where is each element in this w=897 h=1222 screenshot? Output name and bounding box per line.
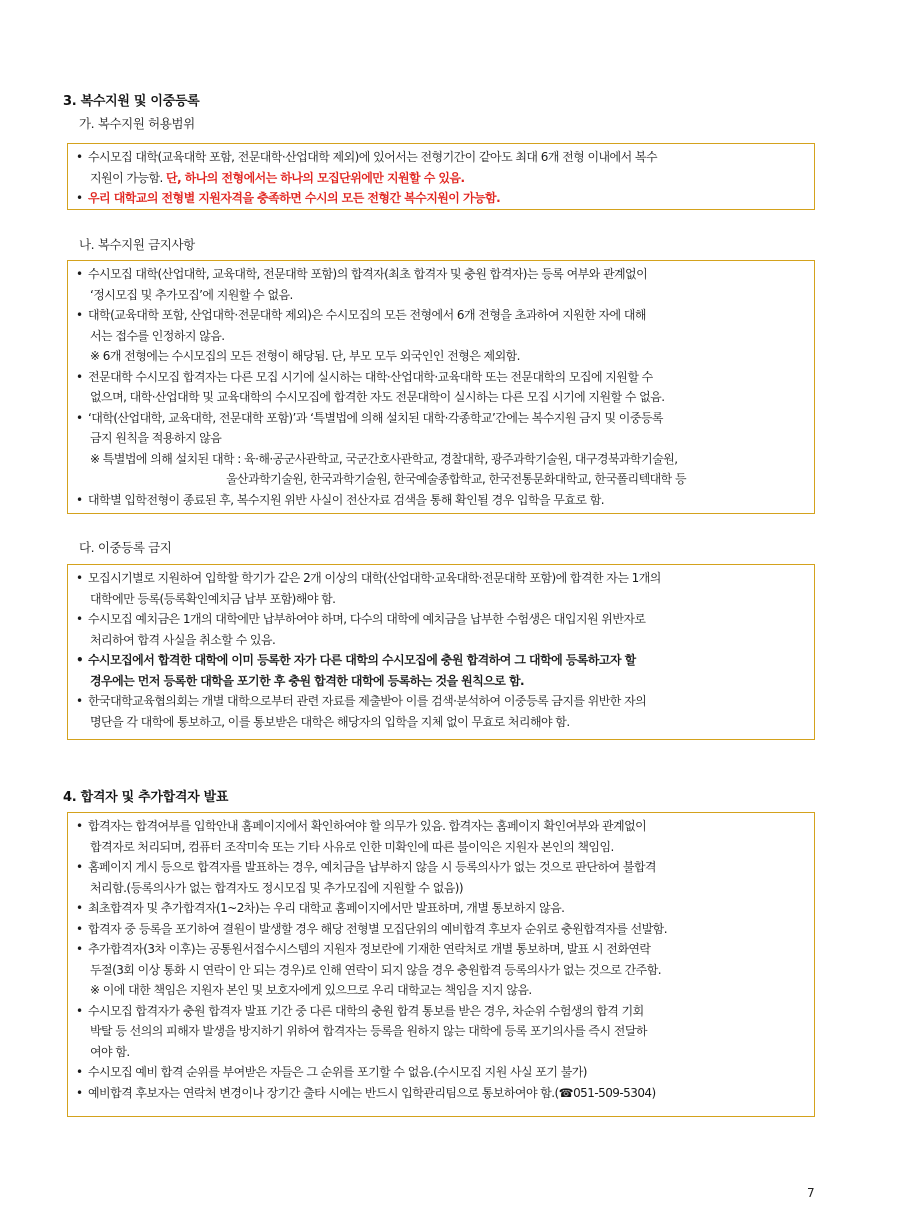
list-item-text: • 한국대학교육협의회는 개별 대학으로부터 관련 자료를 제출받아 이를 검색·분석하여 이중등록 금지를 위반한 자의 [88, 694, 647, 708]
list-item [76, 898, 806, 919]
subsection-a-title: 가. 복수지원 허용범위 [79, 116, 195, 131]
multiple-application-prohibited-box [67, 260, 815, 514]
subsection-b-title: 나. 복수지원 금지사항 [79, 237, 195, 252]
emphasis-text: 단, 하나의 전형에서는 하나의 모집단위에만 지원할 수 있음. [166, 170, 465, 185]
page-number: 7 [807, 1186, 815, 1200]
list-item-text: • 전문대학 수시모집 합격자는 다른 모집 시기에 실시하는 대학·산업대학·교육대학 또는 전문대학의 모집에 지원할 수 [88, 369, 653, 384]
list-item-text: • 수시모집에서 합격한 대학에 이미 등록한 자가 다른 대학의 수시모집에 충원 합격하여 그 대학에 등록하고자 할 [88, 653, 636, 667]
list-item [76, 490, 806, 511]
section-4-title: 4. 합격자 및 추가합격자 발표 [63, 790, 229, 805]
list-item-text: 두절(3회 이상 통화 시 연락이 안 되는 경우)로 인해 연락이 되지 않을 경우 충원합격 등록의사가 없는 것으로 간주함. [90, 962, 662, 977]
subsection-c-title: 다. 이중등록 금지 [79, 540, 172, 555]
multiple-application-allowed-box [67, 143, 815, 210]
list-item [76, 188, 806, 209]
list-item [76, 691, 806, 732]
list-item-text: 대학에만 등록(등록확인예치금 납부 포함)해야 함. [90, 591, 336, 606]
list-item-text: 여야 함. [90, 1044, 130, 1059]
list-item [76, 609, 806, 650]
list-item [76, 857, 806, 898]
note-text: ※ 6개 전형에는 수시모집의 모든 전형이 해당됨. 단, 부모 모두 외국인인 전형은 제외함. [90, 349, 520, 363]
list-item-text: • ‘대학(산업대학, 교육대학, 전문대학 포함)’과 ‘특별법에 의해 설치된 대학·각종학교’간에는 복수지원 금지 및 이중등록 [88, 410, 663, 425]
announcement-box [67, 812, 815, 1117]
list-item-text-plain: 지원이 가능함. [90, 170, 167, 185]
list-item-text: • 합격자 중 등록을 포기하여 결원이 발생할 경우 해당 전형별 모집단위의 예비합격 후보자 순위로 충원합격자를 선발함. [88, 921, 667, 936]
list-item [76, 816, 806, 857]
list-item-text: • 수시모집 대학(산업대학, 교육대학, 전문대학 포함)의 합격자(최초 합격자 및 충원 합격자)는 등록 여부와 관계없이 [88, 267, 648, 281]
list-item [76, 1083, 806, 1104]
double-registration-prohibited-box [67, 564, 815, 740]
list-item-text: 금지 원칙을 적용하지 않음 [90, 431, 222, 445]
list-item-text: • 최초합격자 및 추가합격자(1~2차)는 우리 대학교 홈페이지에서만 발표하며, 개별 통보하지 않음. [88, 901, 565, 915]
list-item [76, 305, 806, 346]
emphasis-text: • 우리 대학교의 전형별 지원자격을 충족하면 수시의 모든 전형간 복수지원이 가능함. [88, 191, 501, 205]
list-item-text: • 수시모집 예치금은 1개의 대학에만 납부하여야 하며, 다수의 대학에 예치금을 납부한 수험생은 대입지원 위반자로 [88, 612, 646, 626]
list-item [76, 650, 806, 691]
list-item-text: • 합격자는 합격여부를 입학안내 홈페이지에서 확인하여야 할 의무가 있음. 합격자는 홈페이지 확인여부와 관계없이 [88, 819, 647, 833]
list-item-text: 처리하여 합격 사실을 취소할 수 있음. [90, 632, 276, 647]
list-item [76, 568, 806, 609]
list-item-text: 서는 접수를 인정하지 않음. [90, 328, 225, 343]
list-item [76, 919, 806, 940]
list-item-text: 합격자로 처리되며, 컴퓨터 조작미숙 또는 기타 사유로 인한 미확인에 따른 불이익은 지원자 본인의 책임임. [90, 839, 614, 854]
list-item-text: • 대학(교육대학 포함, 산업대학·전문대학 제외)은 수시모집의 모든 전형에서 6개 전형을 초과하여 지원한 자에 대해 [88, 308, 646, 322]
list-item-text: • 홈페이지 게시 등으로 합격자를 발표하는 경우, 예치금을 납부하지 않을 시 등록의사가 없는 것으로 판단하여 불합격 [88, 860, 656, 874]
list-item [76, 939, 806, 980]
list-item [76, 264, 806, 305]
list-item-text: • 대학별 입학전형이 종료된 후, 복수지원 위반 사실이 전산자료 검색을 통해 확인될 경우 입학을 무효로 함. [88, 492, 604, 507]
note-text: ※ 특별법에 의해 설치된 대학 : 육·해·공군사관학교, 국군간호사관학교, 경찰대학, 광주과학기술원, 대구경북과학기술원, [90, 451, 678, 466]
list-item-text: ‘정시모집 및 추가모집’에 지원할 수 없음. [90, 287, 293, 302]
list-item-text: • 수시모집 합격자가 충원 합격자 발표 기간 중 다른 대학의 충원 합격 통보를 받은 경우, 차순위 수험생의 합격 기회 [88, 1003, 644, 1018]
list-item-text: • 추가합격자(3차 이후)는 공통원서접수시스템의 지원자 정보란에 기재한 연락처로 개별 통보하며, 발표 시 전화연락 [88, 942, 651, 956]
list-item [76, 1062, 806, 1083]
list-item-text: 처리함.(등록의사가 없는 합격자도 정시모집 및 추가모집에 지원할 수 없음)) [90, 880, 464, 895]
list-item [76, 367, 806, 408]
list-item-text: • 수시모집 대학(교육대학 포함, 전문대학·산업대학 제외)에 있어서는 전형기간이 같아도 최대 6개 전형 이내에서 복수 [88, 150, 657, 164]
list-item [76, 147, 806, 188]
note-text: ※ 이에 대한 책임은 지원자 본인 및 보호자에게 있으므로 우리 대학교는 책임을 지지 않음. [90, 983, 532, 997]
list-item-text: 명단을 각 대학에 통보하고, 이를 통보받은 대학은 해당자의 입학을 지체 없이 무효로 처리해야 함. [90, 714, 570, 729]
list-item [76, 1001, 806, 1063]
list-item-text [88, 168, 806, 189]
list-item-text: 박탈 등 선의의 피해자 발생을 방지하기 위하여 합격자는 등록을 원하지 않는 대학에 등록 포기의사를 즉시 전달하 [90, 1024, 647, 1038]
section-3-title: 3. 복수지원 및 이중등록 [63, 94, 200, 109]
list-item-text: • 수시모집 예비 합격 순위를 부여받은 자들은 그 순위를 포기할 수 없음.(수시모집 지원 사실 포기 불가) [88, 1065, 587, 1079]
list-item-text: 경우에는 먼저 등록한 대학을 포기한 후 충원 합격한 대학에 등록하는 것을 원칙으로 함. [90, 673, 525, 688]
list-item-text: 없으며, 대학·산업대학 및 교육대학의 수시모집에 합격한 자도 전문대학이 실시하는 다른 모집 시기에 지원할 수 없음. [90, 390, 665, 404]
note-text: 울산과학기술원, 한국과학기술원, 한국예술종합학교, 한국전통문화대학교, 한국폴리텍대학 등 [226, 472, 687, 486]
list-item-text: • 모집시기별로 지원하여 입학할 학기가 같은 2개 이상의 대학(산업대학·교육대학·전문대학 포함)에 합격한 자는 1개의 [88, 571, 661, 585]
list-item-text: • 예비합격 후보자는 연락처 변경이나 장기간 출타 시에는 반드시 입학관리팀으로 통보하여야 함.(☎051-509-5304) [88, 1085, 656, 1100]
list-item [76, 408, 806, 449]
